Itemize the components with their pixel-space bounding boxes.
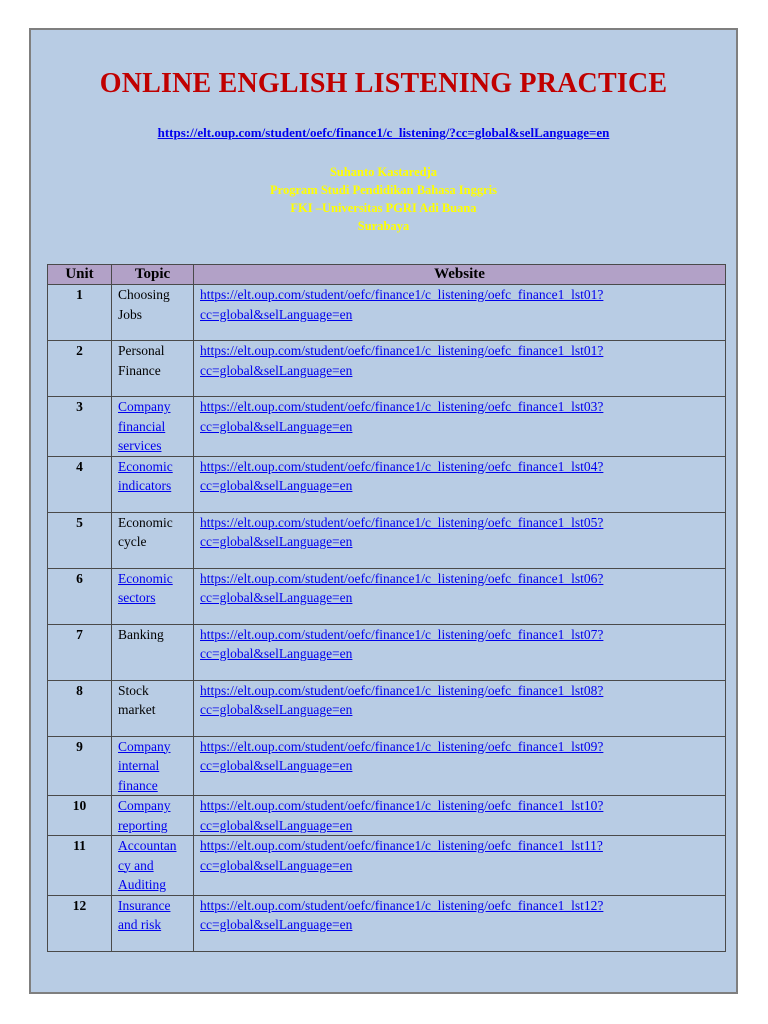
website-link[interactable] xyxy=(194,568,726,624)
topic-text: market xyxy=(118,702,156,717)
topic-cell[interactable] xyxy=(112,796,194,836)
website-link-text[interactable]: https://elt.oup.com/student/oefc/finance1/c_listening/oefc_finance1_lst01? xyxy=(200,343,604,358)
table-row xyxy=(48,456,726,512)
table-row xyxy=(48,397,726,457)
website-link[interactable] xyxy=(194,285,726,341)
website-link-text[interactable]: cc=global&selLanguage=en xyxy=(200,817,353,833)
topic-text: Stock xyxy=(118,682,149,698)
topic-link-text[interactable]: Company xyxy=(118,399,171,414)
website-link-text[interactable]: https://elt.oup.com/student/oefc/finance1/c_listening/oefc_finance1_lst06? xyxy=(200,570,604,586)
topic-cell xyxy=(112,285,194,341)
unit-number: 1 xyxy=(48,285,112,341)
website-link-text[interactable]: cc=global&selLanguage=en xyxy=(200,590,353,605)
topic-link-text[interactable]: Accountan xyxy=(118,838,177,853)
topic-cell xyxy=(112,680,194,736)
main-listening-link[interactable]: https://elt.oup.com/student/oefc/finance1/c_listening/?cc=global&selLanguage=en xyxy=(157,125,610,140)
website-link-text[interactable]: https://elt.oup.com/student/oefc/finance1/c_listening/oefc_finance1_lst07? xyxy=(200,626,604,642)
header-topic: Topic xyxy=(112,265,194,285)
website-link-text[interactable]: https://elt.oup.com/student/oefc/finance1/c_listening/oefc_finance1_lst10? xyxy=(200,798,604,813)
topic-cell[interactable] xyxy=(112,736,194,796)
website-link-text[interactable]: https://elt.oup.com/student/oefc/finance1/c_listening/oefc_finance1_lst11? xyxy=(200,838,603,853)
topic-cell xyxy=(112,512,194,568)
unit-number: 7 xyxy=(48,624,112,680)
table-row xyxy=(48,512,726,568)
topic-link-text[interactable]: Economic xyxy=(118,570,173,586)
website-link-text[interactable]: cc=global&selLanguage=en xyxy=(200,702,353,717)
table-body xyxy=(48,285,726,952)
website-link[interactable] xyxy=(194,736,726,796)
topic-cell[interactable] xyxy=(112,895,194,951)
unit-number: 11 xyxy=(48,836,112,896)
unit-number: 9 xyxy=(48,736,112,796)
topic-text: Jobs xyxy=(118,306,143,322)
website-link-text[interactable]: cc=global&selLanguage=en xyxy=(200,306,353,322)
table-row xyxy=(48,895,726,951)
units-table xyxy=(47,264,726,952)
unit-number: 4 xyxy=(48,456,112,512)
author-program: Program Studi Pendidikan Bahasa Inggris xyxy=(270,183,497,197)
table-row xyxy=(48,285,726,341)
website-link[interactable] xyxy=(194,512,726,568)
website-link[interactable] xyxy=(194,397,726,457)
website-link-text[interactable]: cc=global&selLanguage=en xyxy=(200,857,353,873)
topic-link-text[interactable]: sectors xyxy=(118,590,156,605)
author-faculty: FKI –Universitas PGRI Adi Buana xyxy=(290,201,477,215)
author-block xyxy=(31,163,736,235)
table-row xyxy=(48,796,726,836)
website-link-text[interactable]: cc=global&selLanguage=en xyxy=(200,534,353,549)
topic-link-text[interactable]: indicators xyxy=(118,478,172,493)
topic-text: Economic xyxy=(118,514,173,530)
topic-cell xyxy=(112,624,194,680)
website-link[interactable] xyxy=(194,456,726,512)
topic-cell[interactable] xyxy=(112,397,194,457)
header-website: Website xyxy=(194,265,726,285)
website-link-text[interactable]: https://elt.oup.com/student/oefc/finance1/c_listening/oefc_finance1_lst09? xyxy=(200,738,604,754)
table-row xyxy=(48,736,726,796)
website-link-text[interactable]: cc=global&selLanguage=en xyxy=(200,646,353,661)
topic-text: Finance xyxy=(118,362,161,378)
topic-text: Banking xyxy=(118,626,164,642)
topic-link-text[interactable]: reporting xyxy=(118,817,168,833)
website-link[interactable] xyxy=(194,680,726,736)
table-row xyxy=(48,680,726,736)
table-row xyxy=(48,836,726,896)
topic-cell[interactable] xyxy=(112,836,194,896)
topic-link-text[interactable]: financial xyxy=(118,418,166,434)
website-link-text[interactable]: https://elt.oup.com/student/oefc/finance1/c_listening/oefc_finance1_lst05? xyxy=(200,514,604,530)
document-title: ONLINE ENGLISH LISTENING PRACTICE xyxy=(99,68,668,99)
topic-link-text[interactable]: Company xyxy=(118,738,171,754)
header-unit: Unit xyxy=(48,265,112,285)
topic-text: Personal xyxy=(118,343,165,358)
website-link-text[interactable]: cc=global&selLanguage=en xyxy=(200,917,353,932)
table-row xyxy=(48,624,726,680)
document-page xyxy=(29,28,738,994)
unit-number: 3 xyxy=(48,397,112,457)
unit-number: 8 xyxy=(48,680,112,736)
unit-number: 12 xyxy=(48,895,112,951)
website-link-text[interactable]: https://elt.oup.com/student/oefc/finance1/c_listening/oefc_finance1_lst01? xyxy=(200,287,604,302)
unit-number: 2 xyxy=(48,341,112,397)
website-link[interactable] xyxy=(194,624,726,680)
table-row xyxy=(48,568,726,624)
topic-link-text[interactable]: Company xyxy=(118,798,171,813)
website-link[interactable] xyxy=(194,341,726,397)
website-link[interactable] xyxy=(194,836,726,896)
topic-link-text[interactable]: internal xyxy=(118,758,160,773)
topic-link-text[interactable]: finance xyxy=(118,777,158,793)
website-link[interactable] xyxy=(194,895,726,951)
topic-link-text[interactable]: services xyxy=(118,438,162,453)
table-row xyxy=(48,341,726,397)
topic-text: cycle xyxy=(118,534,147,549)
website-link-text[interactable]: cc=global&selLanguage=en xyxy=(200,362,353,378)
topic-cell[interactable] xyxy=(112,456,194,512)
unit-number: 10 xyxy=(48,796,112,836)
topic-cell[interactable] xyxy=(112,568,194,624)
website-link-text[interactable]: cc=global&selLanguage=en xyxy=(200,758,353,773)
website-link-text[interactable]: https://elt.oup.com/student/oefc/finance1/c_listening/oefc_finance1_lst08? xyxy=(200,682,604,698)
topic-cell xyxy=(112,341,194,397)
topic-link-text[interactable]: and risk xyxy=(118,917,162,932)
author-city: Surabaya xyxy=(357,219,410,233)
topic-link-text[interactable]: cy and xyxy=(118,857,154,873)
website-link-text[interactable]: cc=global&selLanguage=en xyxy=(200,418,353,434)
website-link-text[interactable]: https://elt.oup.com/student/oefc/finance1/c_listening/oefc_finance1_lst12? xyxy=(200,897,604,913)
website-link-text[interactable]: https://elt.oup.com/student/oefc/finance1/c_listening/oefc_finance1_lst03? xyxy=(200,399,604,414)
unit-number: 5 xyxy=(48,512,112,568)
table-header-row xyxy=(48,265,726,285)
author-name: Suhanto Kastaredja xyxy=(329,165,438,179)
topic-text: Choosing xyxy=(118,287,170,302)
website-link[interactable] xyxy=(194,796,726,836)
website-link-text[interactable]: https://elt.oup.com/student/oefc/finance1/c_listening/oefc_finance1_lst04? xyxy=(200,458,604,474)
website-link-text[interactable]: cc=global&selLanguage=en xyxy=(200,478,353,493)
unit-number: 6 xyxy=(48,568,112,624)
topic-link-text[interactable]: Economic xyxy=(118,458,173,474)
topic-link-text[interactable]: Insurance xyxy=(118,897,171,913)
topic-link-text[interactable]: Auditing xyxy=(118,877,167,892)
